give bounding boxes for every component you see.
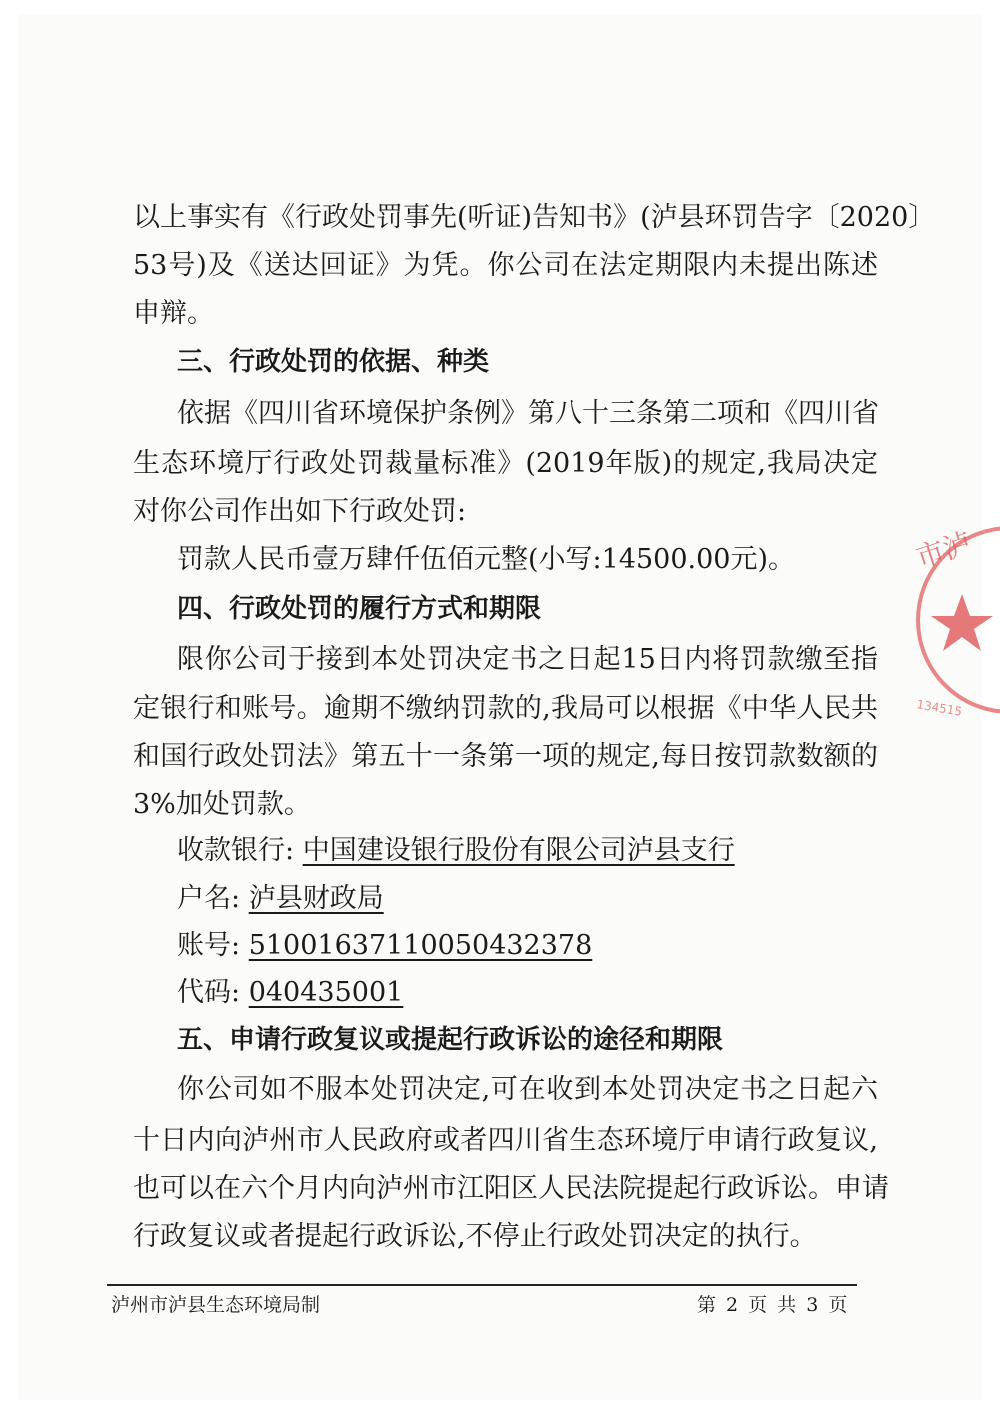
footer-issuer: 泸州市泸县生态环境局制 — [111, 1294, 321, 1316]
section-heading: 三、行政处罚的依据、种类 — [177, 347, 490, 377]
section-heading: 四、行政处罚的履行方式和期限 — [177, 594, 542, 624]
bank-label: 收款银行: — [177, 835, 295, 866]
paragraph-line: 53号)及《送达回证》为凭。你公司在法定期限内未提出陈述 — [133, 250, 878, 281]
paragraph-line: 限你公司于接到本处罚决定书之日起15日内将罚款缴至指 — [177, 644, 878, 675]
account-name-row — [177, 875, 878, 923]
account-number-value: 51001637110050432378 — [248, 930, 593, 961]
paragraph-line: 3%加处罚款。 — [133, 789, 311, 820]
svg-text:134515: 134515 — [915, 697, 964, 719]
paragraph-line: 你公司如不服本处罚决定,可在收到本处罚决定书之日起六 — [177, 1074, 878, 1105]
account-name-label: 户名: — [177, 883, 241, 914]
account-number-label: 账号: — [177, 930, 241, 961]
paragraph-line: 申辩。 — [133, 298, 214, 329]
footer-divider — [107, 1284, 857, 1286]
paragraph-line: 依据《四川省环境保护条例》第八十三条第二项和《四川省 — [177, 398, 879, 429]
paragraph-line: 对你公司作出如下行政处罚: — [133, 496, 467, 527]
code-value: 040435001 — [248, 977, 404, 1008]
paragraph-line: 和国行政处罚法》第五十一条第一项的规定,每日按罚款数额的 — [133, 741, 878, 772]
paragraph-line: 也可以在六个月内向泸州市江阳区人民法院提起行政诉讼。申请 — [133, 1173, 889, 1204]
official-seal-icon — [900, 520, 1000, 720]
paragraph-line: 定银行和账号。逾期不缴纳罚款的,我局可以根据《中华人民共 — [133, 693, 878, 724]
bank-value: 中国建设银行股份有限公司泸县支行 — [302, 835, 735, 866]
paragraph-line: 生态环境厅行政处罚裁量标准》(2019年版)的规定,我局决定 — [133, 448, 878, 479]
penalty-amount: 罚款人民币壹万肆仟伍佰元整(小写:14500.00元)。 — [177, 544, 795, 575]
paragraph-line: 十日内向泸州市人民政府或者四川省生态环境厅申请行政复议, — [133, 1125, 878, 1156]
bank-row — [177, 827, 878, 875]
svg-text:市泸: 市泸 — [911, 525, 976, 575]
code-row — [177, 969, 878, 1017]
account-name-value: 泸县财政局 — [248, 883, 384, 914]
section-heading: 五、申请行政复议或提起行政诉讼的途径和期限 — [177, 1025, 724, 1055]
account-number-row — [177, 922, 878, 970]
paragraph-line: 以上事实有《行政处罚事先(听证)告知书》(泸县环罚告字〔2020〕 — [133, 202, 936, 233]
paragraph-line: 行政复议或者提起行政诉讼,不停止行政处罚决定的执行。 — [133, 1221, 817, 1252]
footer-page-info: 第 2 页 共 3 页 — [697, 1294, 848, 1316]
code-label: 代码: — [177, 977, 241, 1008]
